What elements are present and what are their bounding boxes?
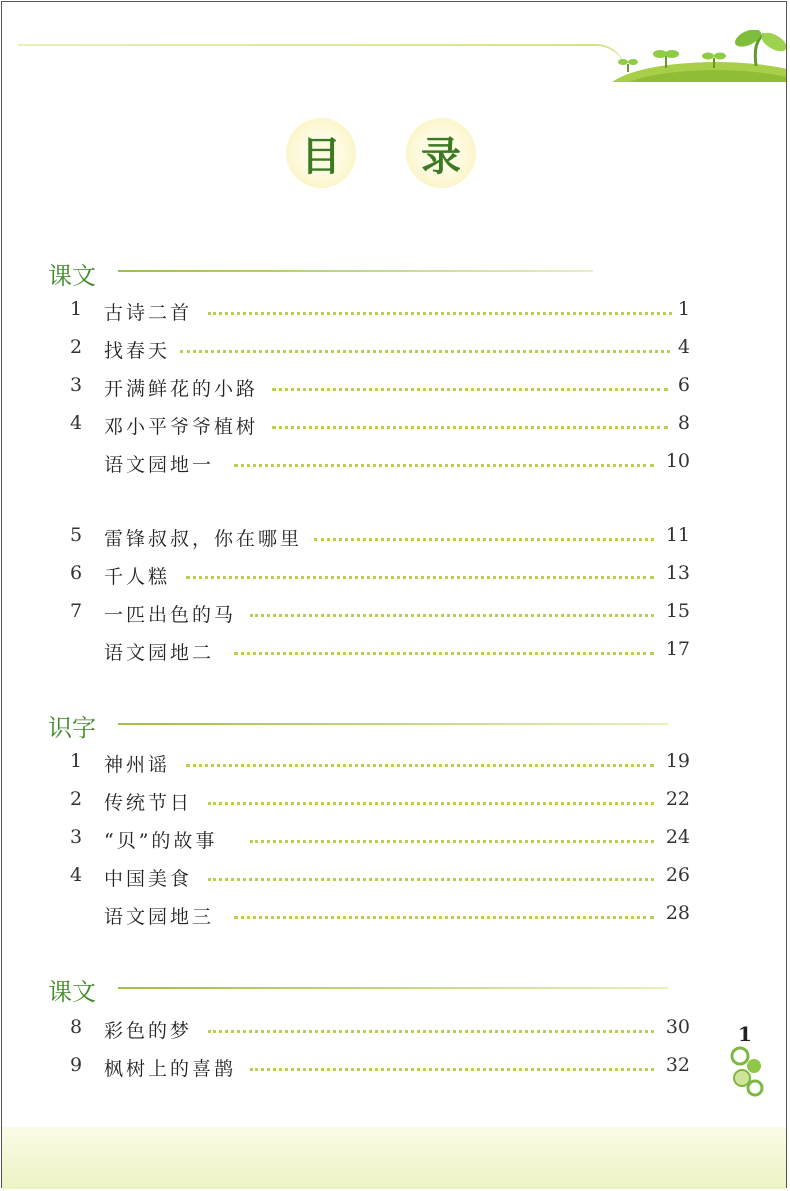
leader-dots: [208, 878, 654, 881]
entry-title: 找春天: [104, 340, 171, 362]
entry-title: 传统节日: [104, 792, 193, 814]
title-char-circle: 录: [406, 118, 476, 188]
toc-entry[interactable]: [0, 294, 790, 328]
leader-dots: [314, 538, 654, 541]
toc-entry[interactable]: [0, 1050, 790, 1084]
entry-number: 3: [70, 374, 83, 396]
entry-number: 3: [70, 826, 83, 848]
entry-number: 2: [70, 788, 83, 810]
leader-dots: [208, 1030, 654, 1033]
toc-entry[interactable]: [0, 1012, 790, 1046]
entry-title: “贝”的故事: [104, 830, 218, 852]
section-rule: [118, 723, 668, 725]
entry-number: 4: [70, 412, 83, 434]
toc-entry[interactable]: [0, 634, 790, 668]
section-heading: 识字: [48, 714, 96, 742]
entry-title: 语文园地一: [104, 454, 215, 476]
entry-title: 一匹出色的马: [104, 604, 237, 626]
toc-entry[interactable]: [0, 332, 790, 366]
entry-page: 13: [665, 562, 690, 584]
entry-page: 26: [665, 864, 690, 886]
entry-page: 8: [677, 412, 690, 434]
leader-dots: [234, 464, 654, 467]
toc-entry[interactable]: [0, 520, 790, 554]
entry-number: 6: [70, 562, 83, 584]
section-rule: [118, 987, 668, 989]
entry-page: 24: [665, 826, 690, 848]
title-char-circle: 目: [286, 118, 356, 188]
entry-page: 30: [665, 1016, 690, 1038]
entry-title: 语文园地二: [104, 642, 215, 664]
leader-dots: [234, 916, 654, 919]
bottom-band: [2, 1127, 786, 1189]
entry-page: 4: [677, 336, 690, 358]
entry-number: 4: [70, 864, 83, 886]
leader-dots: [250, 614, 654, 617]
leader-dots: [208, 312, 672, 315]
entry-title: 古诗二首: [104, 302, 193, 324]
entry-page: 17: [665, 638, 690, 660]
entry-title: 开满鲜花的小路: [104, 378, 259, 400]
entry-page: 11: [665, 524, 690, 546]
toc-entry[interactable]: [0, 860, 790, 894]
entry-page: 15: [665, 600, 690, 622]
toc-entry[interactable]: [0, 446, 790, 480]
leader-dots: [208, 802, 654, 805]
entry-page: 10: [665, 450, 690, 472]
entry-title: 语文园地三: [104, 906, 215, 928]
entry-title: 中国美食: [104, 868, 193, 890]
entry-number: 8: [70, 1016, 83, 1038]
toc-entry[interactable]: [0, 596, 790, 630]
toc-entry[interactable]: [0, 558, 790, 592]
leader-dots: [272, 388, 668, 391]
entry-page: 19: [665, 750, 690, 772]
entry-title: 邓小平爷爷植树: [104, 416, 259, 438]
page-number: 1: [738, 1022, 752, 1046]
entry-title: 彩色的梦: [104, 1020, 193, 1042]
leader-dots: [186, 764, 654, 767]
toc-title: [0, 118, 790, 198]
toc-entry[interactable]: [0, 408, 790, 442]
section-rule: [118, 270, 593, 272]
toc-entry[interactable]: [0, 898, 790, 932]
entry-page: 1: [677, 298, 690, 320]
entry-number: 1: [70, 298, 83, 320]
entry-page: 28: [665, 902, 690, 924]
toc-entry[interactable]: [0, 746, 790, 780]
toc-entry[interactable]: [0, 370, 790, 404]
entry-number: 7: [70, 600, 83, 622]
sprout-hill-decoration: [606, 30, 786, 82]
entry-number: 5: [70, 524, 83, 546]
entry-number: 2: [70, 336, 83, 358]
entry-title: 雷锋叔叔，你在哪里: [104, 528, 303, 550]
leader-dots: [272, 426, 668, 429]
entry-number: 1: [70, 750, 83, 772]
bubble-decoration: [728, 1044, 764, 1102]
entry-page: 22: [665, 788, 690, 810]
toc-entry[interactable]: [0, 784, 790, 818]
top-rule: [18, 44, 590, 46]
leader-dots: [180, 350, 670, 353]
entry-title: 神州谣: [104, 754, 171, 776]
leader-dots: [186, 576, 654, 579]
leader-dots: [250, 1068, 654, 1071]
leader-dots: [250, 840, 654, 843]
entry-page: 6: [677, 374, 690, 396]
section-heading: 课文: [48, 978, 96, 1006]
section-heading: 课文: [48, 262, 96, 290]
entry-title: 枫树上的喜鹊: [104, 1058, 237, 1080]
leader-dots: [234, 652, 654, 655]
entry-page: 32: [665, 1054, 690, 1076]
entry-title: 千人糕: [104, 566, 171, 588]
toc-entry[interactable]: [0, 822, 790, 856]
entry-number: 9: [70, 1054, 83, 1076]
